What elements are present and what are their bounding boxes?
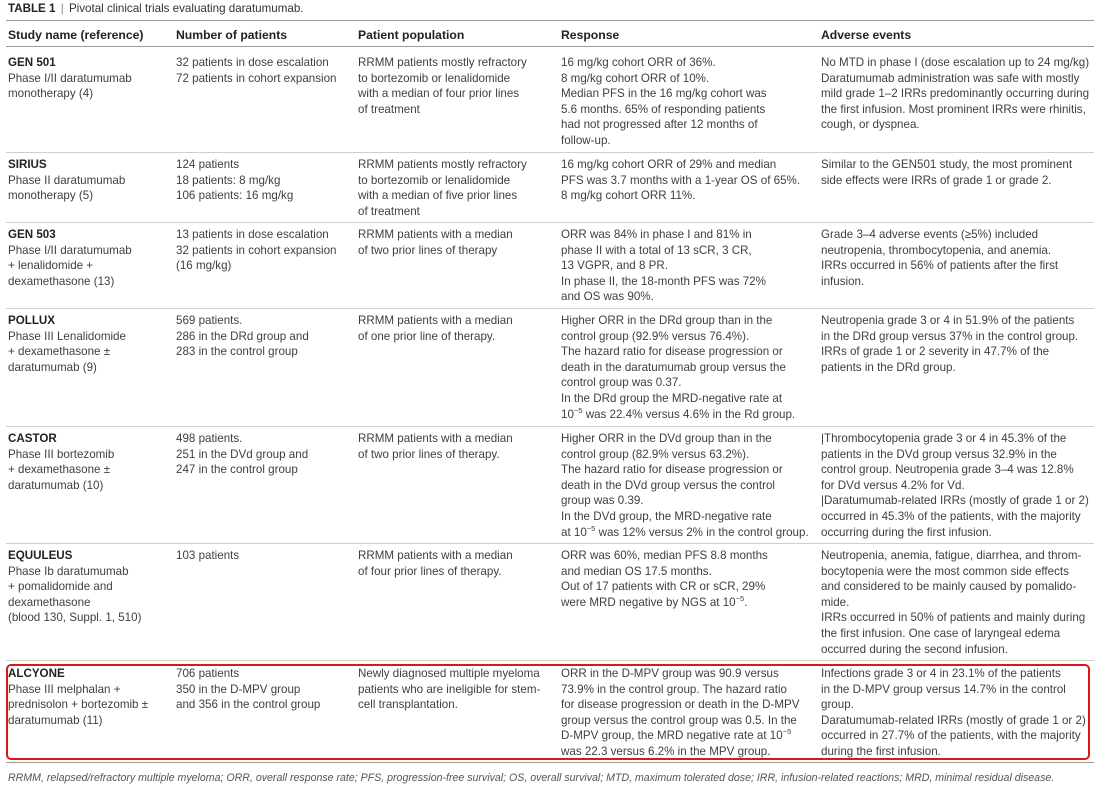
cell-adverse-pollux: [821, 313, 1078, 375]
cell-line: 247 in the control group: [176, 463, 298, 477]
cell-line: prednisolon + bortezomib ±: [8, 698, 149, 712]
cell-line: group was 0.39.: [561, 494, 644, 508]
cell-line: in the DRd group versus 37% in the control group.: [821, 329, 1079, 343]
row-divider: [6, 152, 1094, 153]
cell-line: was 22.3 versus 6.2% in the MPV group.: [561, 744, 771, 758]
cell-line: and median OS 17.5 months.: [561, 564, 712, 578]
cell-line: 706 patients: [176, 667, 240, 680]
cell-line: In the DVd group, the MRD-negative rate: [561, 509, 772, 523]
table-title: Pivotal clinical trials evaluating daratumumab.: [68, 2, 304, 15]
cell-line: Daratumumab administration was safe with mostly: [821, 71, 1080, 85]
cell-line: RRMM patients with a median: [358, 549, 513, 562]
cell-line: No MTD in phase I (dose escalation up to 24 mg/kg): [821, 56, 1090, 69]
cell-line: control group (82.9% versus 63.2%).: [561, 447, 750, 461]
cell-line: Infections grade 3 or 4 in 23.1% of the patients: [821, 667, 1061, 680]
cell-line: with a median of four prior lines: [358, 87, 520, 101]
header-response: Response: [561, 28, 620, 42]
cell-line: 8 mg/kg cohort ORR of 10%.: [561, 71, 710, 85]
header-study: Study name (reference): [8, 28, 144, 42]
cell-line: 73.9% in the control group. The hazard ratio: [561, 682, 788, 696]
row-divider: [6, 660, 1094, 661]
cell-line: occurred during the second infusion.: [821, 642, 1008, 656]
cell-line: Neutropenia grade 3 or 4 in 51.9% of the patients: [821, 314, 1075, 327]
cell-line: 569 patients.: [176, 314, 243, 327]
cell-line: cell transplantation.: [358, 698, 458, 712]
cell-line: follow-up.: [561, 133, 611, 147]
cell-line: |Daratumumab-related IRRs (mostly of grade 1 or 2): [821, 494, 1089, 508]
cell-line: dexamethasone: [8, 595, 91, 609]
cell-line: during the first infusion.: [821, 744, 941, 758]
cell-line: SIRIUS: [8, 158, 47, 171]
cell-population-gen501: [358, 55, 527, 117]
exponent: −5: [782, 727, 792, 737]
cell-line: daratumumab (9): [8, 360, 97, 374]
cell-line: GEN 503: [8, 228, 56, 241]
cell-line: IRRs of grade 1 or 2 severity in 47.7% of the: [821, 345, 1050, 359]
cell-population-equuleus: [358, 548, 513, 579]
cell-line: ALCYONE: [8, 667, 65, 680]
cell-line: and considered to be mainly caused by pomalido-: [821, 580, 1077, 594]
cell-line: control group (92.9% versus 76.4%).: [561, 329, 750, 343]
exponent: −5: [586, 523, 596, 533]
exponent: −5: [735, 593, 745, 603]
cell-line-superscript: [561, 525, 809, 541]
cell-line: + lenalidomide +: [8, 259, 94, 273]
cell-line: Phase III Lenalidomide: [8, 329, 126, 343]
cell-line: occurred in 45.3% of the patients, with the majority: [821, 509, 1081, 523]
alcyone-highlight-box: [6, 664, 1090, 760]
cell-line: of treatment: [358, 102, 420, 116]
cell-line: infusion.: [821, 274, 865, 288]
row-divider: [6, 543, 1094, 544]
cell-line: The hazard ratio for disease progression or: [561, 345, 783, 359]
cell-patients-pollux: [176, 313, 309, 360]
cell-line: for DVd versus 4.2% for Vd.: [821, 478, 965, 492]
cell-line: 103 patients: [176, 549, 240, 562]
cell-line: occurring during the first infusion.: [821, 525, 992, 539]
cell-line: ORR was 60%, median PFS 8.8 months: [561, 549, 768, 562]
cell-line: dexamethasone (13): [8, 274, 115, 288]
cell-line: group.: [821, 698, 854, 712]
cell-line: In phase II, the 18-month PFS was 72%: [561, 274, 766, 288]
cell-line: death in the DVd group versus the control: [561, 478, 775, 492]
cell-line: mild grade 1–2 IRRs predominantly occurring during: [821, 87, 1090, 101]
cell-line-superscript: [561, 407, 795, 423]
table-footnote: RRMM, relapsed/refractory multiple myeloma; ORR, overall response rate; PFS, progression-free survival; OS, overall survival; MTD, maximum tolerated dose; IRR, infusion-related reactions; MRD, minimal residual disease.: [8, 772, 1055, 784]
cell-line: side effects were IRRs of grade 1 or grade 2.: [821, 173, 1052, 187]
cell-line: ORR was 84% in phase I and 81% in: [561, 228, 752, 241]
cell-line: 498 patients.: [176, 432, 243, 445]
cell-line: 16 mg/kg cohort ORR of 29% and median: [561, 158, 777, 171]
sup-suffix: .: [744, 595, 748, 609]
cell-line: GEN 501: [8, 56, 56, 69]
cell-line: and OS was 90%.: [561, 290, 654, 304]
row-divider: [6, 426, 1094, 427]
cell-line: 251 in the DVd group and: [176, 447, 309, 461]
cell-line: Newly diagnosed multiple myeloma: [358, 667, 540, 680]
cell-patients-castor: [176, 431, 308, 478]
cell-line: Higher ORR in the DVd group than in the: [561, 432, 772, 445]
cell-study-pollux: [8, 313, 126, 375]
cell-line: 13 patients in dose escalation: [176, 228, 329, 241]
header-rule: [6, 46, 1094, 47]
row-divider: [6, 308, 1094, 309]
cell-line: daratumumab (11): [8, 713, 103, 727]
cell-line: neutropenia, thrombocytopenia, and anemia.: [821, 243, 1052, 257]
cell-line: Phase I/II daratumumab: [8, 71, 132, 85]
cell-line: of two prior lines of therapy: [358, 243, 498, 257]
cell-line: 32 patients in dose escalation: [176, 56, 329, 69]
cell-line-superscript: [561, 595, 768, 611]
cell-study-sirius: [8, 157, 125, 204]
cell-response-gen503: [561, 227, 766, 305]
cell-line: PFS was 3.7 months with a 1-year OS of 65%.: [561, 173, 801, 187]
cell-population-castor: [358, 431, 513, 462]
cell-adverse-sirius: [821, 157, 1072, 188]
sup-prefix: at 10: [561, 525, 587, 539]
cell-line: death in the daratumumab group versus the: [561, 360, 786, 374]
sup-suffix: was 12% versus 2% in the control group.: [595, 525, 809, 539]
cell-line: (16 mg/kg): [176, 259, 232, 273]
table-caption: [8, 2, 304, 15]
cell-line: Neutropenia, anemia, fatigue, diarrhea, and throm-: [821, 549, 1082, 562]
cell-adverse-gen501: [821, 55, 1089, 133]
sup-prefix: D-MPV group, the MRD negative rate at 10: [561, 729, 783, 743]
cell-line: of one prior line of therapy.: [358, 329, 496, 343]
cell-line: phase II with a total of 13 sCR, 3 CR,: [561, 243, 752, 257]
sup-suffix: was 22.4% versus 4.6% in the Rd group.: [582, 407, 796, 421]
cell-line: (blood 130, Suppl. 1, 510): [8, 611, 142, 625]
cell-line: 18 patients: 8 mg/kg: [176, 173, 281, 187]
cell-line: the first infusion. Most prominent IRRs were rhinitis,: [821, 102, 1086, 116]
cell-line: Higher ORR in the DRd group than in the: [561, 314, 773, 327]
cell-line: for disease progression or death in the D-MPV: [561, 698, 800, 712]
cell-patients-sirius: [176, 157, 293, 204]
cell-line: 72 patients in cohort expansion: [176, 71, 337, 85]
cell-line: group versus the control group was 0.5. In the: [561, 713, 797, 727]
cell-line: mide.: [821, 595, 850, 609]
cell-study-castor: [8, 431, 114, 493]
cell-line: RRMM patients mostly refractory: [358, 158, 527, 171]
cell-line: control group. Neutropenia grade 3–4 was 12.8%: [821, 463, 1074, 477]
cell-line: + dexamethasone ±: [8, 463, 111, 477]
cell-line: 106 patients: 16 mg/kg: [176, 189, 294, 203]
cell-population-pollux: [358, 313, 513, 344]
cell-line: occurred in 27.7% of the patients, with the majority: [821, 729, 1081, 743]
cell-patients-gen501: [176, 55, 337, 86]
cell-response-equuleus: [561, 548, 768, 610]
cell-line: |Thrombocytopenia grade 3 or 4 in 45.3% of the: [821, 432, 1067, 445]
cell-response-castor: [561, 431, 809, 540]
cell-line: patients in the DVd group versus 32.9% in the: [821, 447, 1057, 461]
cell-patients-equuleus: [176, 548, 239, 564]
row-divider: [6, 222, 1094, 223]
cell-line: 283 in the control group: [176, 345, 298, 359]
cell-line: to bortezomib or lenalidomide: [358, 71, 511, 85]
cell-line: RRMM patients mostly refractory: [358, 56, 527, 69]
cell-line: 124 patients: [176, 158, 240, 171]
cell-adverse-castor: [821, 431, 1089, 540]
cell-line: monotherapy (5): [8, 189, 94, 203]
cell-response-pollux: [561, 313, 795, 422]
cell-line: In the DRd group the MRD-negative rate at: [561, 391, 783, 405]
cell-line: EQUULEUS: [8, 549, 73, 562]
cell-line: of treatment: [358, 204, 420, 218]
cell-line: + dexamethasone ±: [8, 345, 111, 359]
cell-line: + pomalidomide and: [8, 580, 113, 594]
cell-line: had not progressed after 12 months of: [561, 118, 758, 132]
cell-population-sirius: [358, 157, 527, 219]
cell-line: daratumumab (10): [8, 478, 104, 492]
header-population: Patient population: [358, 28, 465, 42]
exponent: −5: [573, 405, 583, 415]
cell-line: POLLUX: [8, 314, 56, 327]
top-rule: [6, 20, 1094, 21]
header-patients: Number of patients: [176, 28, 288, 42]
cell-line: RRMM patients with a median: [358, 228, 513, 241]
cell-line: 16 mg/kg cohort ORR of 36%.: [561, 56, 716, 69]
cell-line: RRMM patients with a median: [358, 314, 513, 327]
cell-study-gen501: [8, 55, 132, 102]
sup-prefix: 10: [561, 407, 574, 421]
row-divider: [6, 762, 1094, 763]
cell-line: IRRs occurred in 56% of patients after the first: [821, 259, 1059, 273]
cell-response-gen501: [561, 55, 767, 149]
cell-line: Phase III bortezomib: [8, 447, 115, 461]
caption-separator: |: [60, 2, 64, 15]
cell-line: 286 in the DRd group and: [176, 329, 309, 343]
cell-line: Similar to the GEN501 study, the most prominent: [821, 158, 1073, 171]
cell-line: of four prior lines of therapy.: [358, 564, 502, 578]
cell-line: Out of 17 patients with CR or sCR, 29%: [561, 580, 766, 594]
cell-line: CASTOR: [8, 432, 57, 445]
cell-study-gen503: [8, 227, 132, 289]
cell-line: with a median of five prior lines: [358, 189, 518, 203]
cell-patients-gen503: [176, 227, 337, 274]
cell-line: Phase I/II daratumumab: [8, 243, 132, 257]
cell-line: Median PFS in the 16 mg/kg cohort was: [561, 87, 767, 101]
cell-line: monotherapy (4): [8, 87, 94, 101]
cell-line: RRMM patients with a median: [358, 432, 513, 445]
cell-line: Phase III melphalan +: [8, 682, 121, 696]
cell-line: 13 VGPR, and 8 PR.: [561, 259, 668, 273]
cell-response-sirius: [561, 157, 800, 204]
cell-line: of two prior lines of therapy.: [358, 447, 500, 461]
cell-line: Phase II daratumumab: [8, 173, 126, 187]
cell-line: ORR in the D-MPV group was 90.9 versus: [561, 667, 779, 680]
cell-line: Daratumumab-related IRRs (mostly of grade 1 or 2): [821, 713, 1086, 727]
cell-line: control group was 0.37.: [561, 376, 682, 390]
cell-line: Phase Ib daratumumab: [8, 564, 129, 578]
cell-line: the first infusion. One case of laryngeal edema: [821, 626, 1061, 640]
cell-line: in the D-MPV group versus 14.7% in the control: [821, 682, 1066, 696]
cell-population-gen503: [358, 227, 513, 258]
cell-line: patients who are ineligible for stem-: [358, 682, 541, 696]
cell-line: and 356 in the control group: [176, 698, 321, 712]
cell-line: 350 in the D-MPV group: [176, 682, 301, 696]
header-adverse: Adverse events: [821, 28, 912, 42]
cell-line: Grade 3–4 adverse events (≥5%) included: [821, 228, 1039, 241]
cell-adverse-equuleus: [821, 548, 1085, 657]
cell-line: 8 mg/kg cohort ORR 11%.: [561, 189, 696, 203]
cell-line: IRRs occurred in 50% of patients and mainly during: [821, 611, 1086, 625]
cell-line: cough, or dyspnea.: [821, 118, 920, 132]
sup-prefix: were MRD negative by NGS at 10: [561, 595, 736, 609]
cell-line: to bortezomib or lenalidomide: [358, 173, 511, 187]
cell-line: patients in the DRd group.: [821, 360, 956, 374]
cell-line: The hazard ratio for disease progression or: [561, 463, 783, 477]
cell-line: 5.6 months. 65% of responding patients: [561, 102, 766, 116]
cell-line: bocytopenia were the most common side effects: [821, 564, 1069, 578]
cell-adverse-gen503: [821, 227, 1058, 289]
cell-line: 32 patients in cohort expansion: [176, 243, 337, 257]
table-label: TABLE 1: [8, 2, 56, 15]
cell-study-equuleus: [8, 548, 141, 626]
